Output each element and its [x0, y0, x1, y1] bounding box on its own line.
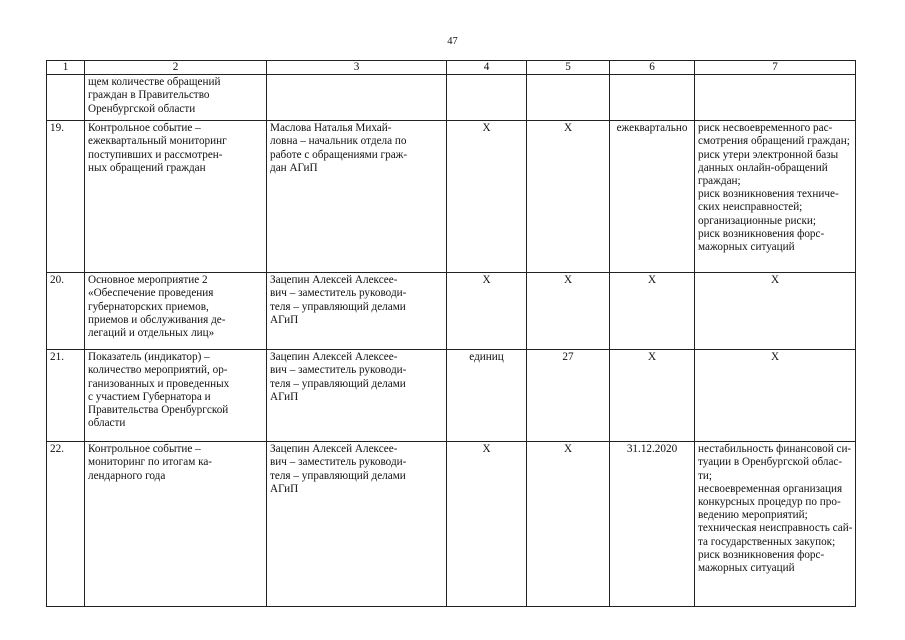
- text-line: Основное мероприятие 2: [88, 274, 208, 287]
- text-line: риск возникновения форс-: [698, 548, 825, 561]
- value-cell: Х: [527, 121, 610, 273]
- value-cell: 27: [527, 350, 610, 442]
- text-line: АГиП: [270, 390, 299, 403]
- table-row: [47, 75, 856, 121]
- responsible-cell: [267, 121, 447, 273]
- text-line: Правительства Оренбургской: [88, 404, 229, 417]
- table-row: [47, 350, 856, 442]
- text-line: Показатель (индикатор) –: [88, 351, 210, 364]
- row-number-cell: 21.: [47, 350, 85, 442]
- text-line: работе с обращениями граж-: [270, 148, 408, 161]
- unit-cell: единиц: [447, 350, 527, 442]
- risks-cell: [695, 75, 856, 121]
- column-header-7: 7: [695, 61, 856, 75]
- responsible-cell: [267, 350, 447, 442]
- text-line: Оренбургской области: [88, 102, 196, 115]
- text-line: области: [88, 417, 126, 430]
- column-header-2: 2: [85, 61, 267, 75]
- text-line: ти;: [698, 469, 712, 482]
- text-line: теля – управляющий делами: [270, 300, 406, 313]
- text-line: ежеквартальный мониторинг: [88, 135, 227, 148]
- text-line: теля – управляющий делами: [270, 377, 406, 390]
- text-line: приемов и обслуживания де-: [88, 313, 226, 326]
- page-number: 47: [447, 36, 458, 47]
- text-line: ганизованных и проведенных: [88, 377, 230, 390]
- text-line: граждан в Правительство: [88, 89, 210, 102]
- text-line: ных обращений граждан: [88, 161, 206, 174]
- row-number-cell: 22.: [47, 442, 85, 607]
- text-line: лендарного года: [88, 469, 166, 482]
- unit-cell: Х: [447, 121, 527, 273]
- text-line: Зацепин Алексей Алексее-: [270, 443, 398, 456]
- risks-cell: [695, 121, 856, 273]
- deadline-cell: Х: [610, 273, 695, 350]
- text-line: конкурсных процедур по про-: [698, 496, 841, 509]
- text-line: несвоевременная организация: [698, 482, 843, 495]
- text-line: с участием Губернатора и: [88, 390, 211, 403]
- row-number-cell: 20.: [47, 273, 85, 350]
- column-header-3: 3: [267, 61, 447, 75]
- text-line: риск несвоевременного рас-: [698, 122, 833, 135]
- text-line: мажорных ситуаций: [698, 241, 795, 254]
- text-line: мониторинг по итогам ка-: [88, 456, 213, 469]
- deadline-cell: Х: [610, 350, 695, 442]
- column-header-4: 4: [447, 61, 527, 75]
- text-line: щем количестве обращений: [88, 76, 221, 89]
- text-line: АГиП: [270, 313, 299, 326]
- text-line: та государственных закупок;: [698, 535, 836, 548]
- table-row: [47, 442, 856, 607]
- text-line: техническая неисправность сай-: [698, 522, 853, 535]
- text-line: Зацепин Алексей Алексее-: [270, 351, 398, 364]
- text-line: ловна – начальник отдела по: [270, 135, 407, 148]
- text-line: данных онлайн-обращений: [698, 161, 828, 174]
- measure-name-cell: [85, 75, 267, 121]
- measure-name-cell: [85, 350, 267, 442]
- measure-name-cell: [85, 442, 267, 607]
- deadline-cell: ежеквартально: [610, 121, 695, 273]
- text-line: смотрения обращений граждан;: [698, 135, 850, 148]
- risks-cell: [695, 442, 856, 607]
- text-line: риск возникновения форс-: [698, 227, 825, 240]
- text-line: мажорных ситуаций: [698, 562, 795, 575]
- text-line: Контрольное событие –: [88, 122, 201, 135]
- text-line: организационные риски;: [698, 214, 816, 227]
- text-line: вич – заместитель руководи-: [270, 287, 407, 300]
- text-line: нестабильность финансовой си-: [698, 443, 852, 456]
- text-line: Маслова Наталья Михай-: [270, 122, 392, 135]
- unit-cell: Х: [447, 273, 527, 350]
- value-cell: [527, 75, 610, 121]
- measures-table: [46, 60, 856, 607]
- text-line: поступивших и рассмотрен-: [88, 148, 223, 161]
- text-line: теля – управляющий делами: [270, 469, 406, 482]
- text-line: количество мероприятий, ор-: [88, 364, 228, 377]
- deadline-cell: 31.12.2020: [610, 442, 695, 607]
- responsible-cell: [267, 442, 447, 607]
- text-line: риск возникновения техниче-: [698, 188, 839, 201]
- text-line: АГиП: [270, 482, 299, 495]
- column-number-row: [47, 61, 856, 75]
- text-line: губернаторских приемов,: [88, 300, 209, 313]
- row-number-cell: 19.: [47, 121, 85, 273]
- text-line: легаций и отдельных лиц»: [88, 327, 215, 340]
- text-line: Зацепин Алексей Алексее-: [270, 274, 398, 287]
- text-line: «Обеспечение проведения: [88, 287, 214, 300]
- table-row: [47, 273, 856, 350]
- row-number-cell: [47, 75, 85, 121]
- table-row: [47, 121, 856, 273]
- risks-cell: Х: [695, 273, 856, 350]
- column-header-6: 6: [610, 61, 695, 75]
- value-cell: Х: [527, 442, 610, 607]
- responsible-cell: [267, 273, 447, 350]
- measure-name-cell: [85, 121, 267, 273]
- measure-name-cell: [85, 273, 267, 350]
- text-line: риск утери электронной базы: [698, 148, 839, 161]
- unit-cell: Х: [447, 442, 527, 607]
- text-line: ских неисправностей;: [698, 201, 803, 214]
- text-line: ведению мероприятий;: [698, 509, 808, 522]
- deadline-cell: [610, 75, 695, 121]
- text-line: граждан;: [698, 175, 741, 188]
- text-line: вич – заместитель руководи-: [270, 364, 407, 377]
- text-line: туации в Оренбургской облас-: [698, 456, 843, 469]
- column-header-5: 5: [527, 61, 610, 75]
- column-header-1: 1: [47, 61, 85, 75]
- risks-cell: Х: [695, 350, 856, 442]
- text-line: Контрольное событие –: [88, 443, 201, 456]
- text-line: дан АГиП: [270, 161, 318, 174]
- text-line: вич – заместитель руководи-: [270, 456, 407, 469]
- responsible-cell: [267, 75, 447, 121]
- value-cell: Х: [527, 273, 610, 350]
- unit-cell: [447, 75, 527, 121]
